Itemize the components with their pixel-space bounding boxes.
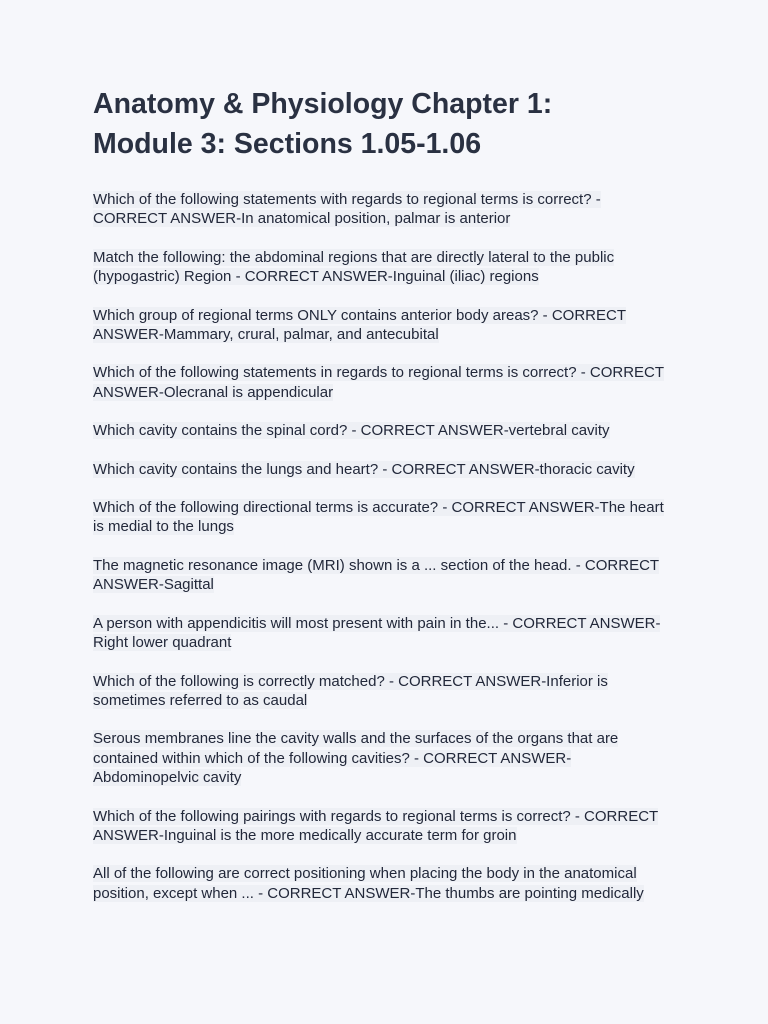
document-title-line-2: Module 3: Sections 1.05-1.06 xyxy=(93,128,482,160)
qa-item-8: The magnetic resonance image (MRI) shown is a ... section of the head. - CORRECT ANSWER-Sagittal xyxy=(93,556,660,594)
qa-item-6: Which cavity contains the lungs and heart? - CORRECT ANSWER-thoracic cavity xyxy=(93,460,635,478)
document-title-line-1: Anatomy & Physiology Chapter 1: xyxy=(93,88,553,120)
qa-item-5: Which cavity contains the spinal cord? - CORRECT ANSWER-vertebral cavity xyxy=(93,422,610,440)
qa-item-12: Which of the following pairings with regards to regional terms is correct? - CORRECT ANSWER-Inguinal is the more medically accurate term for groin xyxy=(93,807,659,844)
qa-item-11: Serous membranes line the cavity walls and the surfaces of the organs that are contained within which of the following cavities? - CORRECT ANSWER-Abdominopelvic cavity xyxy=(93,730,619,787)
qa-item-7: Which of the following directional terms is accurate? - CORRECT ANSWER-The heart is medial to the lungs xyxy=(93,499,664,536)
qa-item-9: A person with appendicitis will most present with pain in the... - CORRECT ANSWER-Right lower quadrant xyxy=(93,614,661,652)
qa-item-4: Which of the following statements in regards to regional terms is correct? - CORRECT ANSWER-Olecranal is appendicular xyxy=(93,364,665,401)
qa-item-3: Which group of regional terms ONLY contains anterior body areas? - CORRECT ANSWER-Mammary, crural, palmar, and antecubital xyxy=(93,306,627,344)
qa-list xyxy=(93,190,672,903)
qa-item-10: Which of the following is correctly matched? - CORRECT ANSWER-Inferior is sometimes referred to as caudal xyxy=(93,672,608,709)
qa-item-13: All of the following are correct positioning when placing the body in the anatomical position, except when ... - CORRECT ANSWER-The thumbs are pointing medically xyxy=(93,865,644,902)
document-title xyxy=(93,84,672,164)
qa-item-1: Which of the following statements with regards to regional terms is correct? - CORRECT ANSWER-In anatomical position, palmar is anterior xyxy=(93,191,601,228)
qa-item-2: Match the following: the abdominal regions that are directly lateral to the public (hypogastric) Region - CORRECT ANSWER-Inguinal (iliac) regions xyxy=(93,248,615,286)
